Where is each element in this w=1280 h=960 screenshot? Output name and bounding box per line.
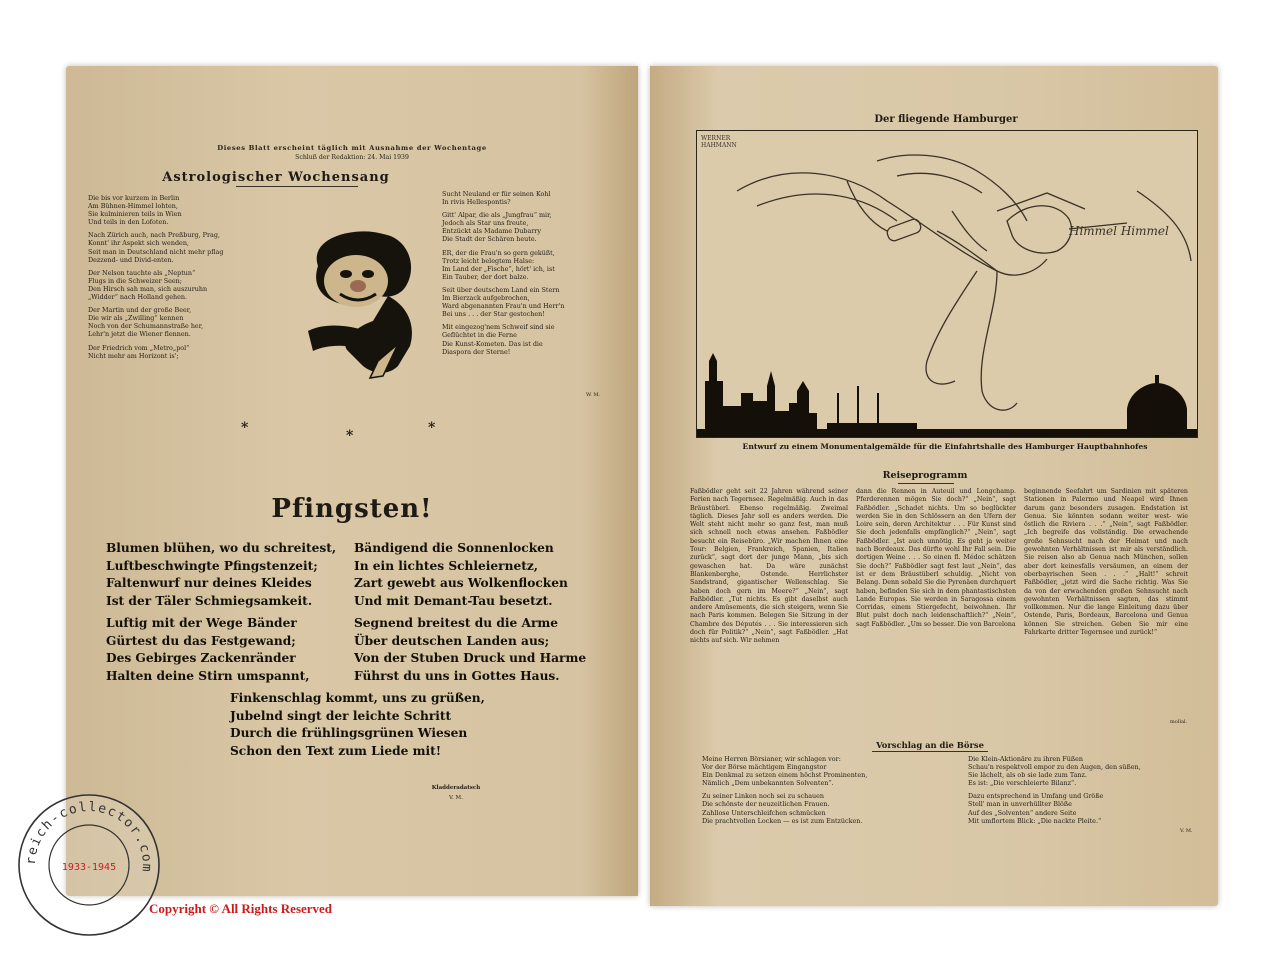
- flying-man-drawing: [697, 131, 1197, 437]
- text-line: Über deutschen Landen aus;: [354, 633, 550, 648]
- poem-title: Pfingsten!: [271, 494, 433, 524]
- column-title-underline: [236, 186, 358, 187]
- poem-signature-initials: V. M.: [449, 795, 463, 801]
- text-line: Im Bierzack aufgebrochen,: [442, 294, 530, 303]
- text-line: Und teils in den Lofoten.: [88, 218, 169, 227]
- reise-title-underline: [898, 483, 954, 484]
- poem-right-column: [354, 540, 586, 685]
- cartoon-title: Der fliegende Hamburger: [874, 114, 1018, 125]
- text-line: Halten deine Stirn umspannt,: [106, 668, 310, 683]
- astro-left-column: [88, 194, 278, 360]
- text-line: Sucht Neuland er für seinen Kohl: [442, 190, 551, 198]
- text-line: Faltenwurf nur deines Kleides: [106, 576, 312, 590]
- text-line: Auf des „Solventen“ andere Seite: [968, 808, 1077, 817]
- text-line: Dazu entsprechend in Umfang und Größe: [968, 792, 1104, 801]
- text-line: Von der Stuben Druck und Harme: [354, 651, 587, 665]
- text-line: Entzückt als Madame Dubarry: [442, 227, 542, 236]
- text-line: Es ist: „Die verschleierte Bilanz“.: [968, 779, 1077, 788]
- text-line: Die bis vor kurzem in Berlin: [88, 194, 180, 202]
- text-line: Jedoch als Star uns freute,: [442, 219, 529, 228]
- text-line: Flugs in die Schweizer Seen;: [88, 276, 182, 285]
- boerse-title-underline: [872, 751, 988, 752]
- text-line: Bei uns . . . der Star gestochen!: [442, 310, 545, 319]
- text-line: Lehr'n jetzt die Wiener flennen.: [88, 330, 191, 339]
- text-line: Geflüchtet in die Ferne: [442, 331, 517, 340]
- artist-signature: WERNER HAHMANN: [701, 135, 737, 149]
- text-line: Gürtest du das Festgewand;: [106, 633, 296, 648]
- reise-column-2: dann die Rennen in Auteuil und Longchamp. Pferderennen mögen Sie doch?“ „Nein“, sagt Faßbödler. „Schadet nichts. Um so beglückter werden Sie in den Schlössern an den Ufern der Loire sein, deren Architektur . . . Für Kunst sind Sie doch jedenfalls empfänglich?“ „Nein“, sagt Faßbödler. „Ist auch unnötig. Es geht ja weiter nach Bordeaux. Das dürfte wohl Ihr Fall sein. Die dortigen Weine . . . So einen fl. Médoc schätzen Sie doch?“ Faßbödler sagt fest laut „Nein“, das ist er dem Bräustüberl schuldig. „Nicht von Belang. Denn sobald Sie die Pyrenäen durchquert haben, befinden Sie sich in dem phantastischsten Lande Europas. Sie werden in Saragossa einem Corridas, einem Stiergefecht, beiwohnen. Ihr Blut pulst doch nach leidenschaftlich?“ „Nein“, sagt Faßbödler. „Um so besser. Die von Barcelona: [856, 488, 1016, 628]
- speech-bubble-text: Himmel Himmel: [1069, 224, 1169, 238]
- divider-star-2: *: [346, 428, 354, 444]
- left-page: [66, 66, 638, 896]
- text-line: Im Land der „Fische“, hört' ich, ist: [442, 264, 555, 273]
- boerse-signature: V. M.: [1180, 828, 1193, 834]
- poem-left-column: [106, 540, 336, 685]
- copyright-notice: Copyright © All Rights Reserved: [149, 901, 333, 916]
- reise-signature: mollal.: [1170, 719, 1188, 725]
- divider-star-1: *: [241, 420, 249, 436]
- text-line: Die prachtvollen Locken — es ist zum Entzücken.: [702, 816, 863, 825]
- text-line: Finkenschlag kommt, uns zu grüßen,: [230, 691, 485, 705]
- text-line: Die Stadt der Schären heute.: [442, 235, 537, 244]
- text-line: Nicht mehr am Horizont is';: [88, 351, 179, 360]
- astro-right-column: [442, 190, 617, 356]
- text-line: Am Bühnen-Himmel lohten,: [88, 202, 178, 211]
- watermark-years: 1933-1945: [61, 862, 117, 873]
- text-line: Gitt' Alpar, die als „Jungfrau“ mir,: [442, 211, 552, 220]
- text-line: Zu seiner Linken noch sei zu schauen: [702, 792, 825, 801]
- text-line: Sie kulminieren teils in Wien: [88, 210, 182, 219]
- text-line: Konnt' ihr Aspekt sich wenden,: [88, 239, 189, 248]
- boerse-title: Vorschlag an die Börse: [876, 740, 984, 750]
- watermark-stamp: [14, 790, 164, 940]
- reise-title: Reiseprogramm: [882, 470, 968, 481]
- text-line: Schon den Text zum Liede mit!: [230, 743, 442, 758]
- text-line: Mit eingezog'nem Schweif sind sie: [442, 323, 555, 332]
- text-line: Noch von der Schumannstraße her,: [88, 322, 204, 331]
- text-line: „Widder“ nach Holland gehen.: [88, 293, 188, 302]
- poem-final-stanza: [230, 690, 485, 760]
- text-line: Der Nelson tauchte als „Neptun“: [88, 268, 196, 277]
- column-title: Astrologischer Wochensang: [162, 170, 390, 185]
- redaktion-note: Schluß der Redaktion: 24. Mai 1939: [295, 154, 409, 161]
- text-line: Die Kunst-Kometen. Das ist die: [442, 339, 543, 348]
- boerse-right-column: [968, 755, 1198, 825]
- text-line: Der Friedrich vom „Metro„pol“: [88, 343, 190, 352]
- text-line: Führst du uns in Gottes Haus.: [354, 668, 560, 683]
- text-line: Meine Herren Börsianer, wir schlagen vor:: [702, 755, 841, 763]
- text-line: Stell' man in unverhüllter Blöße: [968, 800, 1072, 809]
- poem-signature-source: Kladderadatsch: [431, 785, 481, 791]
- text-line: Mit umflortem Blick: „Die nackte Pleite.“: [968, 816, 1102, 825]
- text-line: Diaspora der Sterne!: [442, 347, 511, 356]
- text-line: Die wir als „Zwilling“ kennen: [88, 314, 184, 323]
- text-line: In rivis Hellespontis?: [442, 198, 511, 207]
- text-line: Trotz leicht belegtem Halse:: [442, 256, 535, 265]
- text-line: Ist der Täler Schmiegsamkeit.: [106, 593, 313, 608]
- text-line: Die Klein-Aktionäre zu ihren Füßen: [968, 755, 1084, 763]
- text-line: In ein lichtes Schleiernetz,: [354, 558, 539, 573]
- text-line: Schau'n respektvoll empor zu den Augen, den süßen,: [968, 763, 1141, 772]
- text-line: Seit über deutschem Land ein Stern: [442, 285, 560, 294]
- reise-column-3: beginnende Seefahrt um Sardinien mit späteren Stationen in Palermo und Neapel wird Ihnen darum ganz besonders zusagen. Endstation ist Genua. Sie könnten sodann weiter west- wie östlich die Riviera . . .“ „Nein“, sagt Faßbödler. „Ich begreife das vollständig. Die erwachende große Sehnsucht nach der Heimat und nach gewohnten Verhältnissen ist mir als verständlich. Sie reisen also ab Genua nach München, sollen aber dort keinesfalls versäumen, an einem der oberbayrischen Seen . . .“ „Halt!“ schreit Faßbödler, „jetzt wird die Sache richtig. Was Sie da von der erwachenden großen Sehnsucht nach gewohnten Verhältnissen sagten, das stimmt vollkommen. Nur die lange Einleitung dazu über Ostende, Paris, Bordeaux, Barcelona und Genua können Sie streichen. Geben Sie mir eine Fahrkarte dritter Tegernsee und zurück!“: [1024, 488, 1188, 637]
- text-line: Segnend breitest du die Arme: [354, 616, 559, 630]
- boerse-left-column: [702, 755, 942, 825]
- masthead: Dieses Blatt erscheint täglich mit Ausnahme der Wochentage: [217, 144, 487, 152]
- divider-star-3: *: [428, 420, 436, 436]
- text-line: Bändigend die Sonnenlocken: [354, 541, 554, 555]
- caricature-illustration: [288, 226, 438, 386]
- text-line: Durch die frühlingsgrünen Wiesen: [230, 726, 468, 740]
- text-line: Luftig mit der Wege Bänder: [106, 616, 297, 630]
- text-line: Zahllose Unterschleifchen schmücken: [702, 808, 826, 817]
- reise-column-1: Faßbödler geht seit 22 Jahren während seiner Ferien nach Tegernsee. Regelmäßig. Auch in das Bräustüberl. Ebenso regelmäßig. Zweimal täglich. Dieses Jahr soll es anders werden. Die Welt steht nicht mehr so ganz fest, man muß sich schnell noch etwas ansehen. Faßbödler besucht ein Reisebüro. „Wir machen Ihnen eine Tour: Belgien, Frankreich, Spanien, Italien zurück“, sagt dort der junge Mann, „bis sich gewaschen hat. Da wäre zunächst Blankenberghe, Ostende. Herrlichster Sandstrand, gigantischer Wellenschlag. Sie haben doch gern im Meere?“ „Nein“, sagt Faßbödler. „Tut nichts. Es gibt daselbst auch andere Amüsements, die sich steigern, wenn Sie nach Paris kommen. Belegen Sie Sitzung in der Chambre des Députés . . . Sie interessieren sich doch für Politik?“ „Nein“, sagt Faßbödler. „Hat nichts auf sich. Wir nehmen: [690, 488, 848, 645]
- text-line: Den Hirsch sah man, sich auszuruhn: [88, 284, 208, 293]
- text-line: Der Martin und der große Beer,: [88, 306, 192, 315]
- cartoon-caption: Entwurf zu einem Monumentalgemälde für die Einfahrtshalle des Hamburger Hauptbahnhofes: [742, 442, 1148, 451]
- text-line: Ein Denkmal zu setzen einem höchst Prominenten,: [702, 771, 868, 780]
- text-line: Nach Zürich auch, nach Preßburg, Prag,: [88, 231, 220, 240]
- text-line: Blumen blühen, wo du schreitest,: [106, 541, 337, 555]
- text-line: Zart gewebt aus Wolkenflocken: [354, 576, 568, 590]
- text-line: Jubelnd singt der leichte Schritt: [230, 708, 452, 723]
- right-page: [650, 66, 1218, 906]
- text-line: ER, der die Frau'n so gern geküßt,: [442, 248, 555, 257]
- text-line: Nämlich „Dem unbekannten Solventen“.: [702, 779, 834, 788]
- text-line: Vor der Börse mächtigem Eingangstor: [702, 763, 827, 772]
- text-line: Die schönste der neuzeitlichen Frauen.: [702, 800, 830, 809]
- text-line: Ein Tauber, der dort balze.: [442, 272, 529, 281]
- cartoon-frame: [696, 130, 1198, 438]
- text-line: Des Gebirges Zackenränder: [106, 651, 296, 665]
- text-line: Ward abgenannten Frau'n und Herr'n: [442, 302, 565, 311]
- text-line: Luftbeschwingte Pfingstenzeit;: [106, 558, 318, 573]
- text-line: Sie lächelt, als ob sie lade zum Tanz.: [968, 771, 1087, 780]
- text-line: Seit man in Deutschland nicht mehr pflag: [88, 247, 224, 256]
- text-line: Und mit Demant-Tau besetzt.: [354, 593, 553, 608]
- watermark-ring-text: reich-collector.com: [23, 799, 155, 874]
- text-line: Dezzend- und Divid-enten.: [88, 255, 174, 264]
- astro-signature: W. M.: [586, 392, 601, 398]
